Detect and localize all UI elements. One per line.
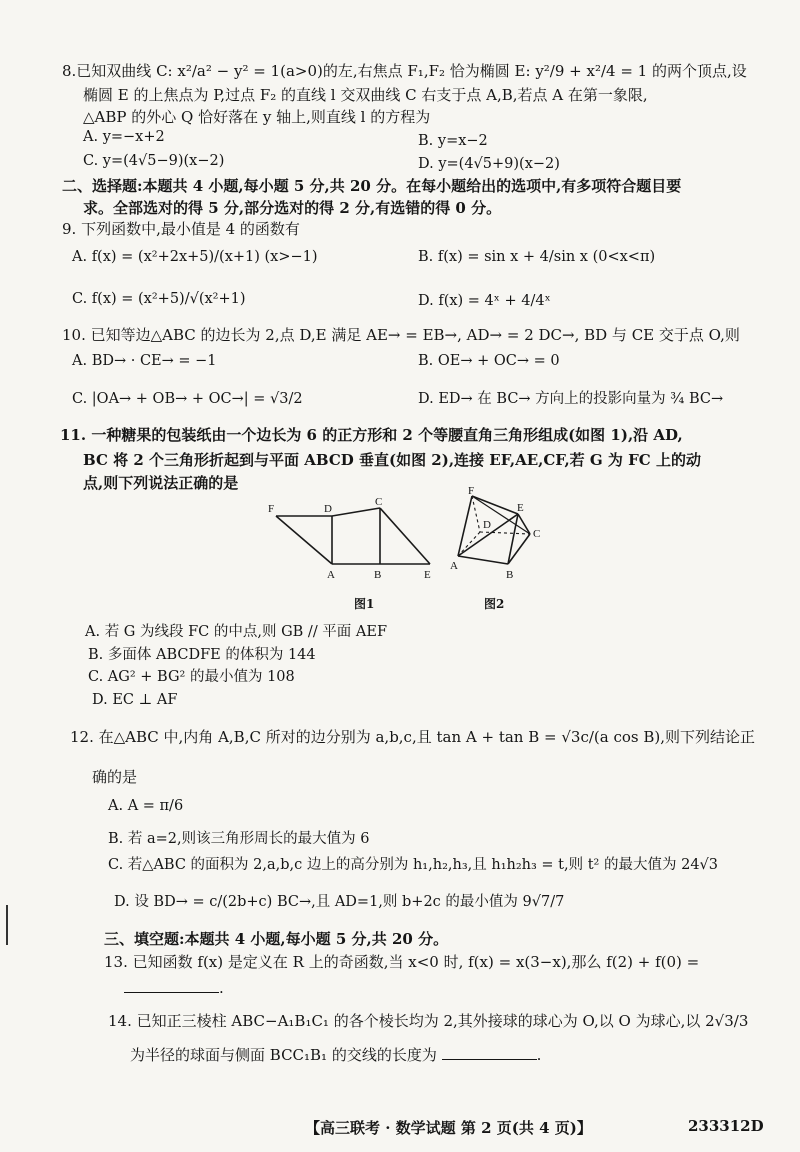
q8-line3: △ABP 的外心 Q 恰好落在 y 轴上,则直线 l 的方程为: [83, 108, 431, 126]
q12-option-a: A. A = π/6: [108, 798, 184, 814]
q11-option-d: D. EC ⊥ AF: [92, 692, 178, 708]
q14-line1: 14. 已知正三棱柱 ABC−A₁B₁C₁ 的各个棱长均为 2,其外接球的球心为 O,以 O 为球心,以 2√3/3: [108, 1012, 749, 1030]
fig2-label-f: F: [468, 485, 475, 497]
figure-1-caption: 图1: [354, 597, 375, 611]
footer-page-info: 【高三联考 · 数学试题 第 2 页(共 4 页)】: [305, 1119, 592, 1137]
q10-option-a: A. BD→ · CE→ = −1: [72, 353, 217, 369]
q8-option-a: A. y=−x+2: [83, 129, 165, 145]
q8-option-d: D. y=(4√5+9)(x−2): [418, 156, 560, 172]
fig1-label-e: E: [424, 569, 431, 581]
q8-line2: 椭圆 E 的上焦点为 P,过点 F₂ 的直线 l 交双曲线 C 右支于点 A,B,若点 A 在第一象限,: [83, 86, 648, 104]
section2-heading-line2: 求。全部选对的得 5 分,部分选对的得 2 分,有选错的得 0 分。: [83, 199, 502, 217]
q13-period: .: [219, 979, 224, 997]
section2-heading-line1: 二、选择题:本题共 4 小题,每小题 5 分,共 20 分。在每小题给出的选项中,有多项符合题目要: [62, 177, 682, 195]
q10-option-b: B. OE→ + OC→ = 0: [418, 353, 560, 369]
fig1-label-b: B: [374, 569, 382, 581]
footer-exam-code: 233312D: [688, 1117, 764, 1135]
q13-line1: 13. 已知函数 f(x) 是定义在 R 上的奇函数,当 x<0 时, f(x) = x(3−x),那么 f(2) + f(0) =: [104, 953, 700, 971]
q11-line3: 点,则下列说法正确的是: [83, 474, 239, 492]
q14-answer-blank[interactable]: [442, 1045, 537, 1060]
q10-option-d: D. ED→ 在 BC→ 方向上的投影向量为 ¾ BC→: [418, 391, 724, 407]
q10-option-c: C. |OA→ + OB→ + OC→| = √3/2: [72, 391, 303, 407]
fig2-label-b: B: [506, 569, 514, 581]
fig1-label-d: D: [324, 503, 332, 515]
q11-line2: BC 将 2 个三角形折起到与平面 ABCD 垂直(如图 2),连接 EF,AE,CF,若 G 为 FC 上的动: [83, 451, 701, 469]
q12-line2: 确的是: [92, 768, 138, 786]
q12-option-c: C. 若△ABC 的面积为 2,a,b,c 边上的高分别为 h₁,h₂,h₃,且 h₁h₂h₃ = t,则 t² 的最大值为 24√3: [108, 857, 719, 873]
scan-margin-mark: [6, 905, 8, 945]
q13-answer-blank[interactable]: [124, 978, 219, 993]
figure-1-net: [262, 496, 447, 586]
q9-option-b: B. f(x) = sin x + 4/sin x (0<x<π): [418, 249, 656, 265]
q12-line1: 12. 在△ABC 中,内角 A,B,C 所对的边分别为 a,b,c,且 tan A + tan B = √3c/(a cos B),则下列结论正: [70, 728, 756, 746]
q12-option-d: D. 设 BD→ = c/(2b+c) BC→,且 AD=1,则 b+2c 的最小值为 9√7/7: [114, 894, 565, 910]
fig1-label-c: C: [375, 496, 383, 508]
figure-2-caption: 图2: [484, 597, 505, 611]
fig1-label-a: A: [327, 569, 335, 581]
fig2-label-c: C: [533, 528, 541, 540]
q8-line1: 8.已知双曲线 C: x²/a² − y² = 1(a>0)的左,右焦点 F₁,F₂ 恰为椭圆 E: y²/9 + x²/4 = 1 的两个顶点,设: [62, 62, 747, 80]
q8-option-c: C. y=(4√5−9)(x−2): [83, 153, 225, 169]
q14-period: .: [536, 1046, 542, 1064]
q9-option-a: A. f(x) = (x²+2x+5)/(x+1) (x>−1): [72, 249, 318, 265]
q11-option-c: C. AG² + BG² 的最小值为 108: [88, 669, 295, 685]
q14-line2: [130, 1045, 541, 1064]
figure-2-folded-solid: [440, 484, 550, 584]
fig1-label-f: F: [268, 503, 275, 515]
q12-option-b: B. 若 a=2,则该三角形周长的最大值为 6: [108, 831, 370, 847]
q9-option-d: D. f(x) = 4ˣ + 4/4ˣ: [418, 293, 551, 309]
fig2-label-d: D: [483, 519, 491, 531]
q8-option-b: B. y=x−2: [418, 133, 488, 149]
q13-answer-line: [124, 978, 224, 997]
q14-line2-text: 为半径的球面与侧面 BCC₁B₁ 的交线的长度为: [130, 1046, 437, 1064]
fig2-label-a: A: [450, 560, 458, 572]
q11-option-b: B. 多面体 ABCDFE 的体积为 144: [88, 647, 316, 663]
q9-option-c: C. f(x) = (x²+5)/√(x²+1): [72, 291, 246, 307]
q11-option-a: A. 若 G 为线段 FC 的中点,则 GB // 平面 AEF: [85, 624, 388, 640]
q10-stem: 10. 已知等边△ABC 的边长为 2,点 D,E 满足 AE→ = EB→, AD→ = 2 DC→, BD 与 CE 交于点 O,则: [62, 326, 740, 344]
fig2-label-e: E: [517, 502, 524, 514]
q9-stem: 9. 下列函数中,最小值是 4 的函数有: [62, 220, 300, 238]
q11-line1: 11. 一种糖果的包装纸由一个边长为 6 的正方形和 2 个等腰直角三角形组成(如图 1),沿 AD,: [60, 426, 683, 444]
section3-heading: 三、填空题:本题共 4 小题,每小题 5 分,共 20 分。: [104, 930, 449, 948]
